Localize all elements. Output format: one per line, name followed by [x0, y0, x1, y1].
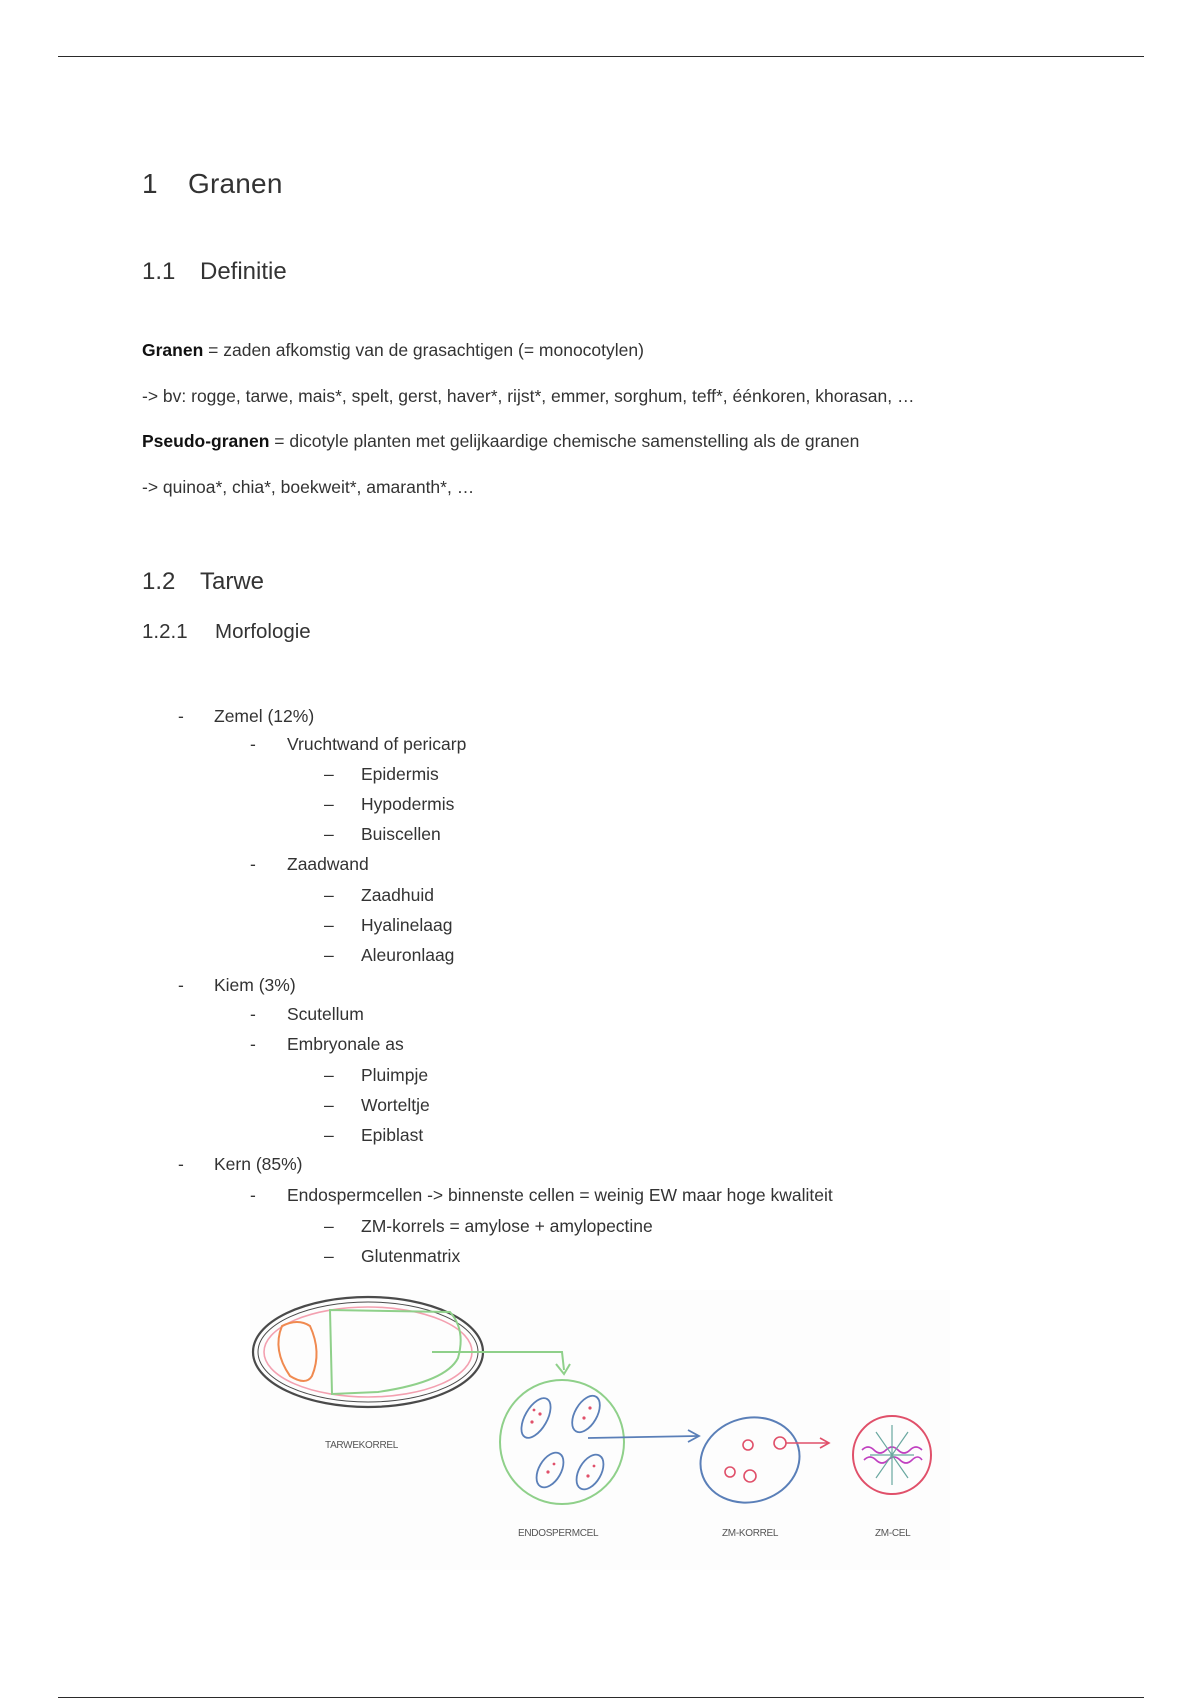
list-item-text: Scutellum: [287, 1004, 364, 1024]
heading-number: 1.1: [142, 258, 176, 285]
list-item: [250, 1185, 833, 1206]
bullet: –: [324, 1216, 334, 1236]
list-item: [324, 1125, 423, 1146]
list-item: [324, 945, 454, 966]
list-item: [324, 1095, 430, 1116]
examples-text: -> bv: rogge, tarwe, mais*, spelt, gerst, haver*, rijst*, emmer, sorghum, teff*, éénkoren, khorasan, …: [142, 386, 915, 406]
definition-pseudo-granen: [142, 431, 859, 452]
list-item-text: Aleuronlaag: [361, 945, 455, 965]
bullet: -: [250, 1185, 256, 1205]
bullet: –: [324, 915, 334, 935]
list-item-text: ZM-korrels = amylose + amylopectine: [361, 1216, 653, 1236]
list-item-text: Hyalinelaag: [361, 915, 453, 935]
examples-pseudo-granen: [142, 477, 474, 498]
list-item-text: Kern (85%): [214, 1154, 303, 1174]
bottom-rule: [58, 1697, 1144, 1698]
bullet: –: [324, 794, 334, 814]
term-granen: Granen: [142, 340, 204, 360]
wheat-kernel-figure: [250, 1290, 950, 1570]
bullet: -: [178, 975, 184, 995]
list-item: [324, 885, 434, 906]
bullet: -: [178, 706, 184, 726]
list-item: [324, 764, 439, 785]
heading-number: 1: [142, 168, 158, 199]
heading-text: Granen: [188, 168, 283, 199]
list-item-text: Kiem (3%): [214, 975, 296, 995]
label-endospermcel: ENDOSPERMCEL: [518, 1528, 599, 1539]
bullet: –: [324, 1065, 334, 1085]
list-item: [324, 1065, 428, 1086]
wheat-kernel-drawing: [253, 1297, 570, 1407]
list-item: [178, 975, 296, 996]
bullet: -: [250, 1004, 256, 1024]
heading-number: 1.2.1: [142, 620, 188, 643]
definition-text: = dicotyle planten met gelijkaardige chemische samenstelling als de granen: [269, 431, 860, 451]
list-item-text: Vruchtwand of pericarp: [287, 734, 467, 754]
bullet: –: [324, 764, 334, 784]
examples-text: -> quinoa*, chia*, boekweit*, amaranth*, …: [142, 477, 475, 497]
list-item-text: Zaadhuid: [361, 885, 434, 905]
list-item-text: Zaadwand: [287, 854, 369, 874]
bullet: –: [324, 885, 334, 905]
heading-1-2: [142, 568, 264, 596]
term-pseudo-granen: Pseudo-granen: [142, 431, 270, 451]
list-item-text: Epiblast: [361, 1125, 424, 1145]
list-item: [250, 854, 369, 875]
heading-text: Definitie: [200, 258, 287, 285]
list-item: [324, 824, 441, 845]
arrow-to-zm-korrel: [588, 1430, 699, 1442]
heading-1-2-1: [142, 620, 311, 644]
label-zm-korrel: ZM-KORREL: [722, 1528, 779, 1539]
list-item: [250, 734, 466, 755]
heading-1-1: [142, 258, 287, 286]
list-item-text: Hypodermis: [361, 794, 455, 814]
list-item-text: Epidermis: [361, 764, 439, 784]
list-item: [324, 1216, 653, 1237]
definition-text: = zaden afkomstig van de grasachtigen (= monocotylen): [203, 340, 644, 360]
list-item-text: Zemel (12%): [214, 706, 315, 726]
bullet: -: [250, 734, 256, 754]
wheat-kernel-illustration: [250, 1290, 950, 1570]
list-item-text: Buiscellen: [361, 824, 441, 844]
list-item-text: Worteltje: [361, 1095, 430, 1115]
bullet: –: [324, 1246, 334, 1266]
list-item: [178, 706, 314, 727]
bullet: –: [324, 945, 334, 965]
heading-text: Morfologie: [215, 620, 311, 643]
heading-number: 1.2: [142, 568, 176, 595]
list-item-text: Pluimpje: [361, 1065, 429, 1085]
list-item-text: Embryonale as: [287, 1034, 404, 1054]
list-item-text: Glutenmatrix: [361, 1246, 461, 1266]
heading-1: [142, 168, 283, 200]
list-item: [324, 1246, 460, 1267]
bullet: –: [324, 1125, 334, 1145]
list-item-text: Endospermcellen -> binnenste cellen = weinig EW maar hoge kwaliteit: [287, 1185, 833, 1205]
label-zm-cel: ZM-CEL: [875, 1528, 911, 1539]
label-tarwekorrel: TARWEKORREL: [325, 1440, 399, 1451]
list-item: [324, 794, 454, 815]
list-item: [178, 1154, 303, 1175]
list-item: [250, 1004, 364, 1025]
list-item: [324, 915, 452, 936]
starch-granule-drawing: [691, 1406, 829, 1513]
top-rule: [58, 56, 1144, 57]
bullet: -: [250, 1034, 256, 1054]
examples-granen: [142, 386, 914, 407]
heading-text: Tarwe: [200, 568, 265, 595]
endosperm-cell-drawing: [500, 1380, 624, 1504]
bullet: –: [324, 824, 334, 844]
definition-granen: [142, 340, 644, 361]
list-item: [250, 1034, 404, 1055]
bullet: –: [324, 1095, 334, 1115]
bullet: -: [250, 854, 256, 874]
bullet: -: [178, 1154, 184, 1174]
starch-cell-drawing: [853, 1416, 931, 1494]
